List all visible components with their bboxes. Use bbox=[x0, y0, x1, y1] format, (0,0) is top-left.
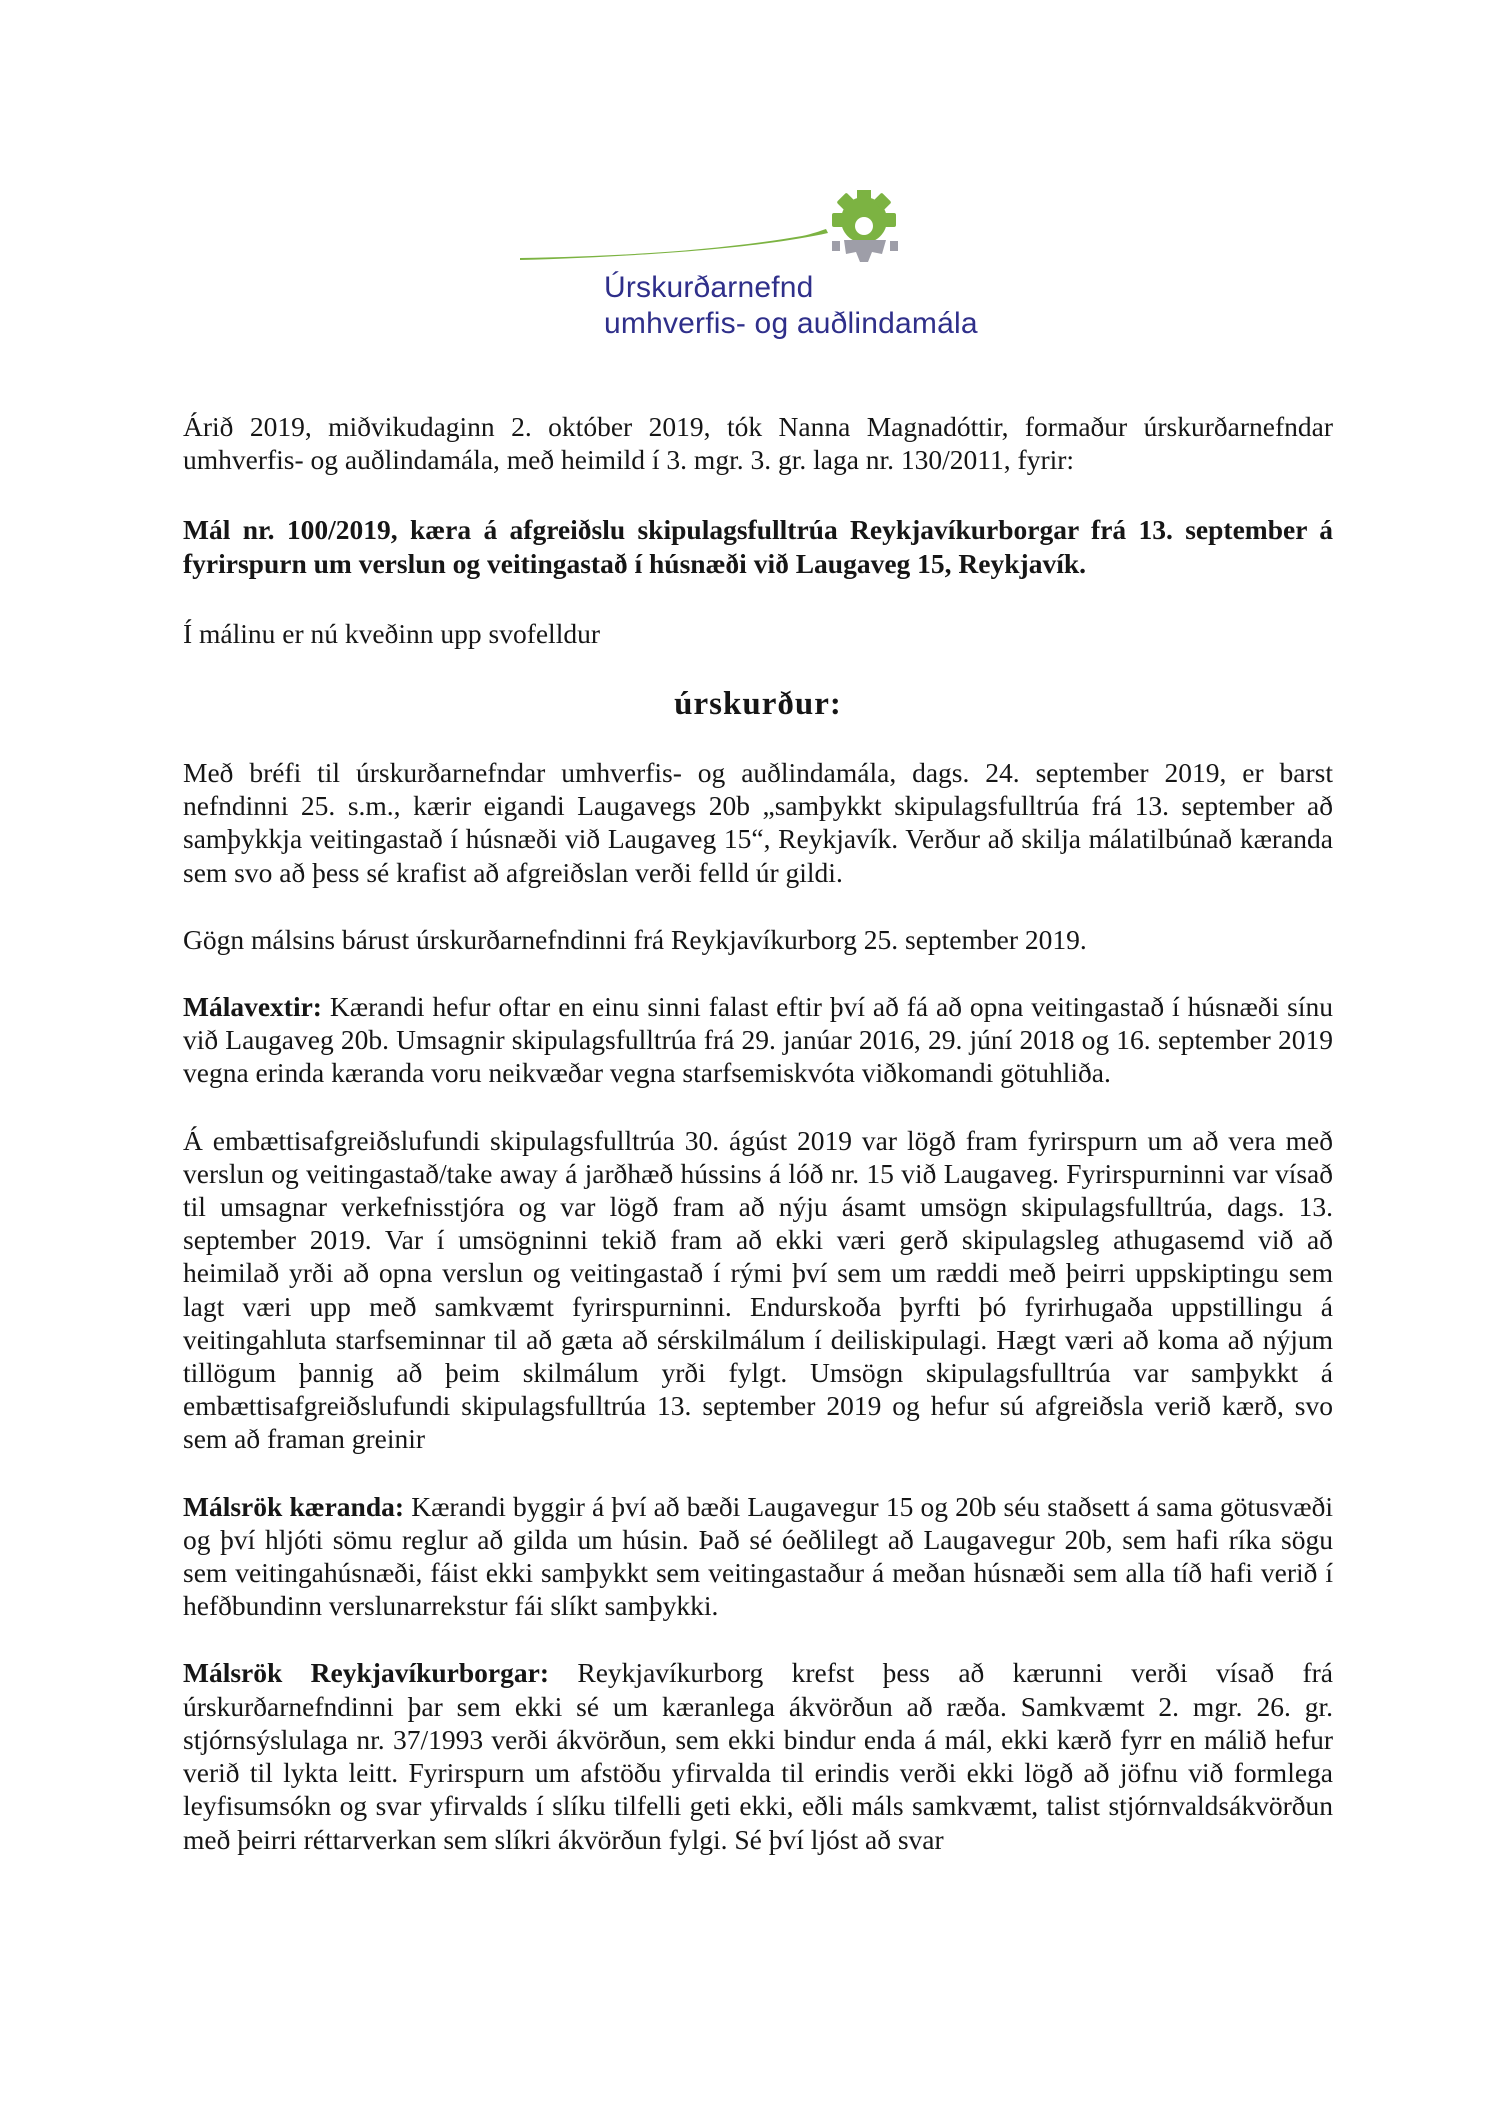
paragraph-documents: Gögn málsins bárust úrskurðarnefndinni frá Reykjavíkurborg 25. september 2019. bbox=[183, 923, 1087, 955]
paragraph-city-arguments bbox=[183, 1656, 1333, 1855]
paragraph-complaint: Með bréfi til úrskurðarnefndar umhverfis- og auðlindamála, dags. 24. september 2019, er barst nefndinni 25. s.m., kærir eigandi Laugavegs 20b „samþykkt skipulagsfulltrúa frá 13. september að samþykkja veitingastað í húsnæði við Laugaveg 15“, Reykjavík. Verður að skilja málatilbúnað kæranda sem svo að þess sé krafist að afgreiðslan verði felld úr gildi. bbox=[183, 757, 1333, 888]
city-arguments-label: Málsrök Reykjavíkurborgar: bbox=[183, 1657, 549, 1689]
paragraph-complainant-arguments bbox=[183, 1490, 1333, 1623]
facts-text: Kærandi hefur oftar en einu sinni falast eftir því að fá að opna veitingastað í húsnæði sínu við Laugaveg 20b. Umsagnir skipulagsfulltrúa frá 29. janúar 2016, 29. júní 2018 og 16. september 2019 vegna erinda kæranda voru neikvæðar vegna starfsemiskvóta viðkomandi götuhliða. bbox=[183, 991, 1333, 1089]
complainant-arguments-label: Málsrök kæranda: bbox=[183, 1490, 405, 1522]
letterhead-text bbox=[604, 270, 978, 342]
lead-sentence: Í málinu er nú kveðinn upp svofelldur bbox=[183, 617, 600, 649]
document-body bbox=[183, 410, 1333, 1856]
letterhead-logo bbox=[520, 190, 990, 340]
logo-swoosh bbox=[520, 229, 828, 260]
intro-paragraph: Árið 2019, miðvikudaginn 2. október 2019, tók Nanna Magnadóttir, formaður úrskurðarnefndar umhverfis- og auðlindamála, með heimild í 3. mgr. 3. gr. laga nr. 130/2011, fyrir: bbox=[183, 411, 1333, 476]
paragraph-meeting: Á embættisafgreiðslufundi skipulagsfulltrúa 30. ágúst 2019 var lögð fram fyrirspurn um að vera með verslun og veitingastað/take away á jarðhæð hússins á lóð nr. 15 við Laugaveg. Fyrirspurninni var vísað til umsagnar verkefnisstjóra og var lögð fram að nýju ásamt umsögn skipulagsfulltrúa, dags. 13. september 2019. Var í umsögninni tekið fram að ekki væri gerð skipulagsleg athugasemd við að heimilað yrði að opna verslun og veitingastað í rými því sem um ræddi með þeirri uppskiptingu sem lagt væri upp með samkvæmt fyrirspurninni. Endurskoða þyrfti þó fyrirhugaða uppstillingu á veitingahluta starfseminnar til að gæta að sérskilmálum í deiliskipulagi. Hægt væri að koma að nýjum tillögum þannig að þeim skilmálum yrði fylgt. Umsögn skipulagsfulltrúa var samþykkt á embættisafgreiðslufundi skipulagsfulltrúa 13. september 2019 og hefur sú afgreiðsla verið kærð, svo sem að framan greinir bbox=[183, 1124, 1333, 1455]
letterhead-line-2: umhverfis- og auðlindamála bbox=[604, 307, 978, 340]
gear-swoosh-icon bbox=[520, 190, 990, 270]
facts-label: Málavextir: bbox=[183, 991, 322, 1023]
ruling-heading: úrskurður: bbox=[674, 686, 842, 723]
complainant-arguments-text: Kærandi byggir á því að bæði Laugavegur 15 og 20b séu staðsett á sama götusvæði og því hljóti sömu reglur að gilda um húsin. Það sé óeðlilegt að Laugavegur 20b, sem hafi ríka sögu sem veitingahúsnæði, fáist ekki samþykkt sem veitingastaður á meðan húsnæði sem alla tíð hafi verið í hefðbundinn verslunarrekstur fái slíkt samþykki. bbox=[183, 1490, 1334, 1622]
paragraph-facts bbox=[183, 990, 1333, 1090]
letterhead-line-1: Úrskurðarnefnd bbox=[604, 271, 814, 304]
city-arguments-text: Reykjavíkurborg krefst þess að kærunni verði vísað frá úrskurðarnefndinni þar sem ekki sé um kæranlega ákvörðun að ræða. Samkvæmt 2. mgr. 26. gr. stjórnsýslulaga nr. 37/1993 verði ákvörðun, sem ekki bindur enda á mál, ekki kærð fyrr en málið hefur verið til lykta leitt. Fyrirspurn um afstöðu yfirvalda til erindis verði ekki lögð að jöfnu við formlega leyfisumsókn og svar yfirvalds í slíku tilfelli geti ekki, eðli máls samkvæmt, talist stjórnvaldsákvörðun með þeirri réttarverkan sem slíkri ákvörðun fylgi. Sé því ljóst að svar bbox=[183, 1657, 1333, 1855]
logo-gear-top bbox=[832, 190, 896, 243]
case-title: Mál nr. 100/2019, kæra á afgreiðslu skipulagsfulltrúa Reykjavíkurborgar frá 13. september á fyrirspurn um verslun og veitingastað í húsnæði við Laugaveg 15, Reykjavík. bbox=[183, 514, 1333, 579]
logo-gear-bottom bbox=[844, 240, 886, 262]
